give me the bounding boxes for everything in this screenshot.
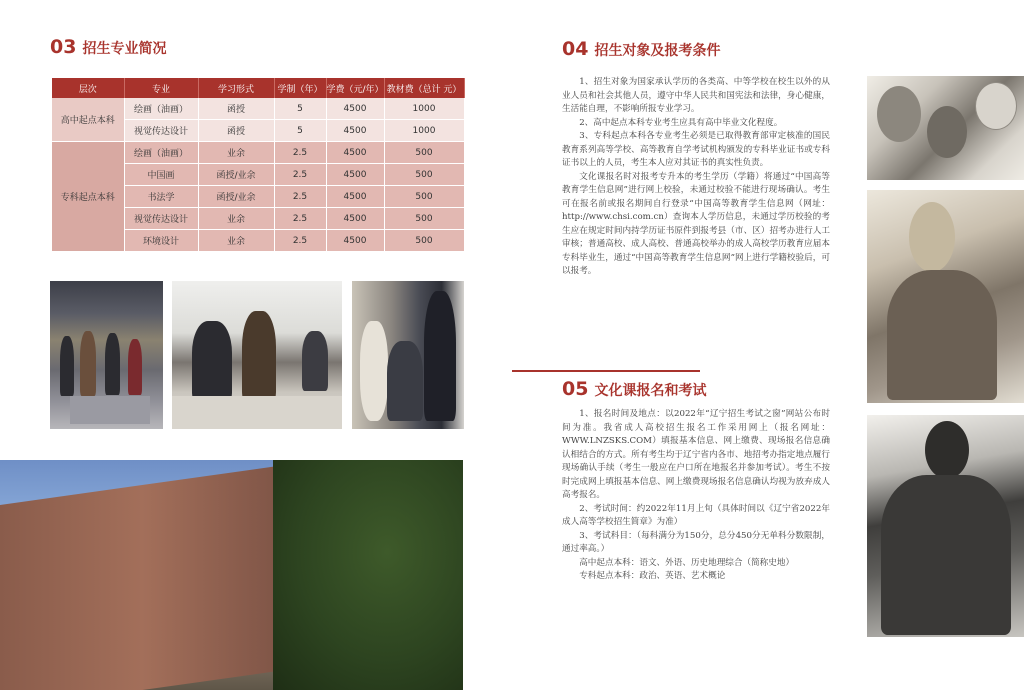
section-heading: 招生对象及报考条件	[594, 43, 721, 59]
table-cell: 绘画（油画）	[124, 98, 198, 120]
table-cell: 4500	[326, 208, 384, 230]
section-heading: 招生专业简况	[82, 41, 167, 57]
table-cell: 函授	[198, 98, 274, 120]
section-04-title	[562, 38, 720, 60]
table-cell: 2.5	[274, 208, 326, 230]
paragraph: 1、报名时间及地点：以2022年“辽宁招生考试之窗”网站公布时间为准。我省成人高校招生报名工作采用网上（报名网址：WWW.LNZSKS.COM）填报基本信息、网上缴费、现场报名信息确认相结合的方式。所有考生均于辽宁省内各市、地招考办指定地点履行现场确认手续（考生一般应在户口所在地报名并参加考试）。考生不按时完成网上填报基本信息、网上缴费现场报名信息确认均视为放弃成人高考报名。	[562, 409, 830, 500]
table-cell: 500	[384, 208, 464, 230]
level-cell: 专科起点本科	[52, 142, 124, 252]
student-sculpture-photo	[352, 281, 464, 429]
table-cell: 视觉传达设计	[124, 208, 198, 230]
classroom-review-photo	[50, 281, 163, 429]
paragraph: 高中起点本科：语文、外语、历史地理综合（简称史地）	[579, 557, 795, 568]
col-header: 专业	[124, 78, 198, 98]
table-cell: 5	[274, 120, 326, 142]
program-table	[52, 78, 465, 252]
table-cell: 500	[384, 164, 464, 186]
table-cell: 函授/业余	[198, 164, 274, 186]
paragraph: 2、高中起点本科专业考生应具有高中毕业文化程度。	[579, 117, 783, 128]
section-number: 05	[562, 378, 589, 400]
section-04-body	[562, 76, 830, 279]
table-cell: 4500	[326, 186, 384, 208]
table-cell: 业余	[198, 230, 274, 252]
table-cell: 书法学	[124, 186, 198, 208]
level-cell: 高中起点本科	[52, 98, 124, 142]
table-cell: 2.5	[274, 164, 326, 186]
table-cell: 4500	[326, 164, 384, 186]
col-header: 学费（元/年）	[326, 78, 384, 98]
paragraph: 1、招生对象为国家承认学历的各类高、中等学校在校生以外的从业人员和社会其他人员，遵守中华人民共和国宪法和法律，身心健康，生活能自理，不影响所报专业学习。	[562, 77, 830, 114]
section-03-title	[50, 36, 166, 58]
instructor-demonstration-photo	[172, 281, 342, 429]
table-row	[52, 142, 464, 164]
table-cell: 5	[274, 98, 326, 120]
table-cell: 中国画	[124, 164, 198, 186]
table-cell: 业余	[198, 142, 274, 164]
table-cell: 4500	[326, 98, 384, 120]
table-cell: 视觉传达设计	[124, 120, 198, 142]
section-heading: 文化课报名和考试	[594, 383, 707, 399]
paragraph: 3、考试科目：（每科满分为150分，总分450分无单科分数限制，通过率高。）	[562, 530, 830, 554]
col-header: 学制（年）	[274, 78, 326, 98]
seated-man-charcoal-sketch	[867, 415, 1024, 637]
table-cell: 2.5	[274, 186, 326, 208]
paragraph: 文化课报名时对报考专升本的考生学历（学籍）将通过“中国高等教育学生信息网”进行网上校验，未通过校验不能进行现场确认。考生可在报名前或报名期间自行登录“中国高等教育学生信息网（网址：http://www.chsi.com.cn）查询本人学历信息，未通过学历校验的考生应在规定时间内持学历证书原件到报考县（市、区）招考办进行人工审核；普通高校、成人高校、普通高校举办的成人高校学历教育应届本专科毕业生，通过“中国高等教育学生信息网”网上进行学籍校验后，可以报考。	[562, 171, 830, 276]
campus-building-photo	[0, 460, 463, 690]
paragraph: 专科起点本科：政治、英语、艺术概论	[579, 571, 726, 581]
section-05-body	[562, 408, 830, 584]
col-header: 层次	[52, 78, 124, 98]
table-cell: 500	[384, 142, 464, 164]
table-cell: 4500	[326, 230, 384, 252]
table-cell: 环境设计	[124, 230, 198, 252]
col-header: 学习形式	[198, 78, 274, 98]
table-cell: 4500	[326, 120, 384, 142]
portrait-and-skull-sketch	[867, 76, 1024, 180]
table-cell: 绘画（油画）	[124, 142, 198, 164]
table-row	[52, 98, 464, 120]
section-number: 03	[50, 36, 77, 58]
table-cell: 4500	[326, 142, 384, 164]
table-cell: 2.5	[274, 142, 326, 164]
seated-woman-sketch	[867, 190, 1024, 403]
section-number: 04	[562, 38, 589, 60]
paragraph: 2、考试时间：约2022年11月上旬（具体时间以《辽宁省2022年成人高等学校招生简章》为准）	[562, 503, 830, 527]
table-cell: 1000	[384, 120, 464, 142]
col-header: 教材费（总计 元）	[384, 78, 464, 98]
table-cell: 500	[384, 186, 464, 208]
table-header-row	[52, 78, 464, 98]
table-cell: 函授/业余	[198, 186, 274, 208]
table-cell: 2.5	[274, 230, 326, 252]
section-divider	[512, 370, 700, 372]
table-cell: 业余	[198, 208, 274, 230]
table-cell: 500	[384, 230, 464, 252]
table-cell: 函授	[198, 120, 274, 142]
section-05-title	[562, 378, 706, 400]
paragraph: 3、专科起点本科各专业考生必须是已取得教育部审定核准的国民教育系列高等学校、高等教育自学考试机构颁发的专科毕业证书或专科证书以上的人员，考生本人应对其证书的真实性负责。	[562, 131, 830, 168]
table-cell: 1000	[384, 98, 464, 120]
